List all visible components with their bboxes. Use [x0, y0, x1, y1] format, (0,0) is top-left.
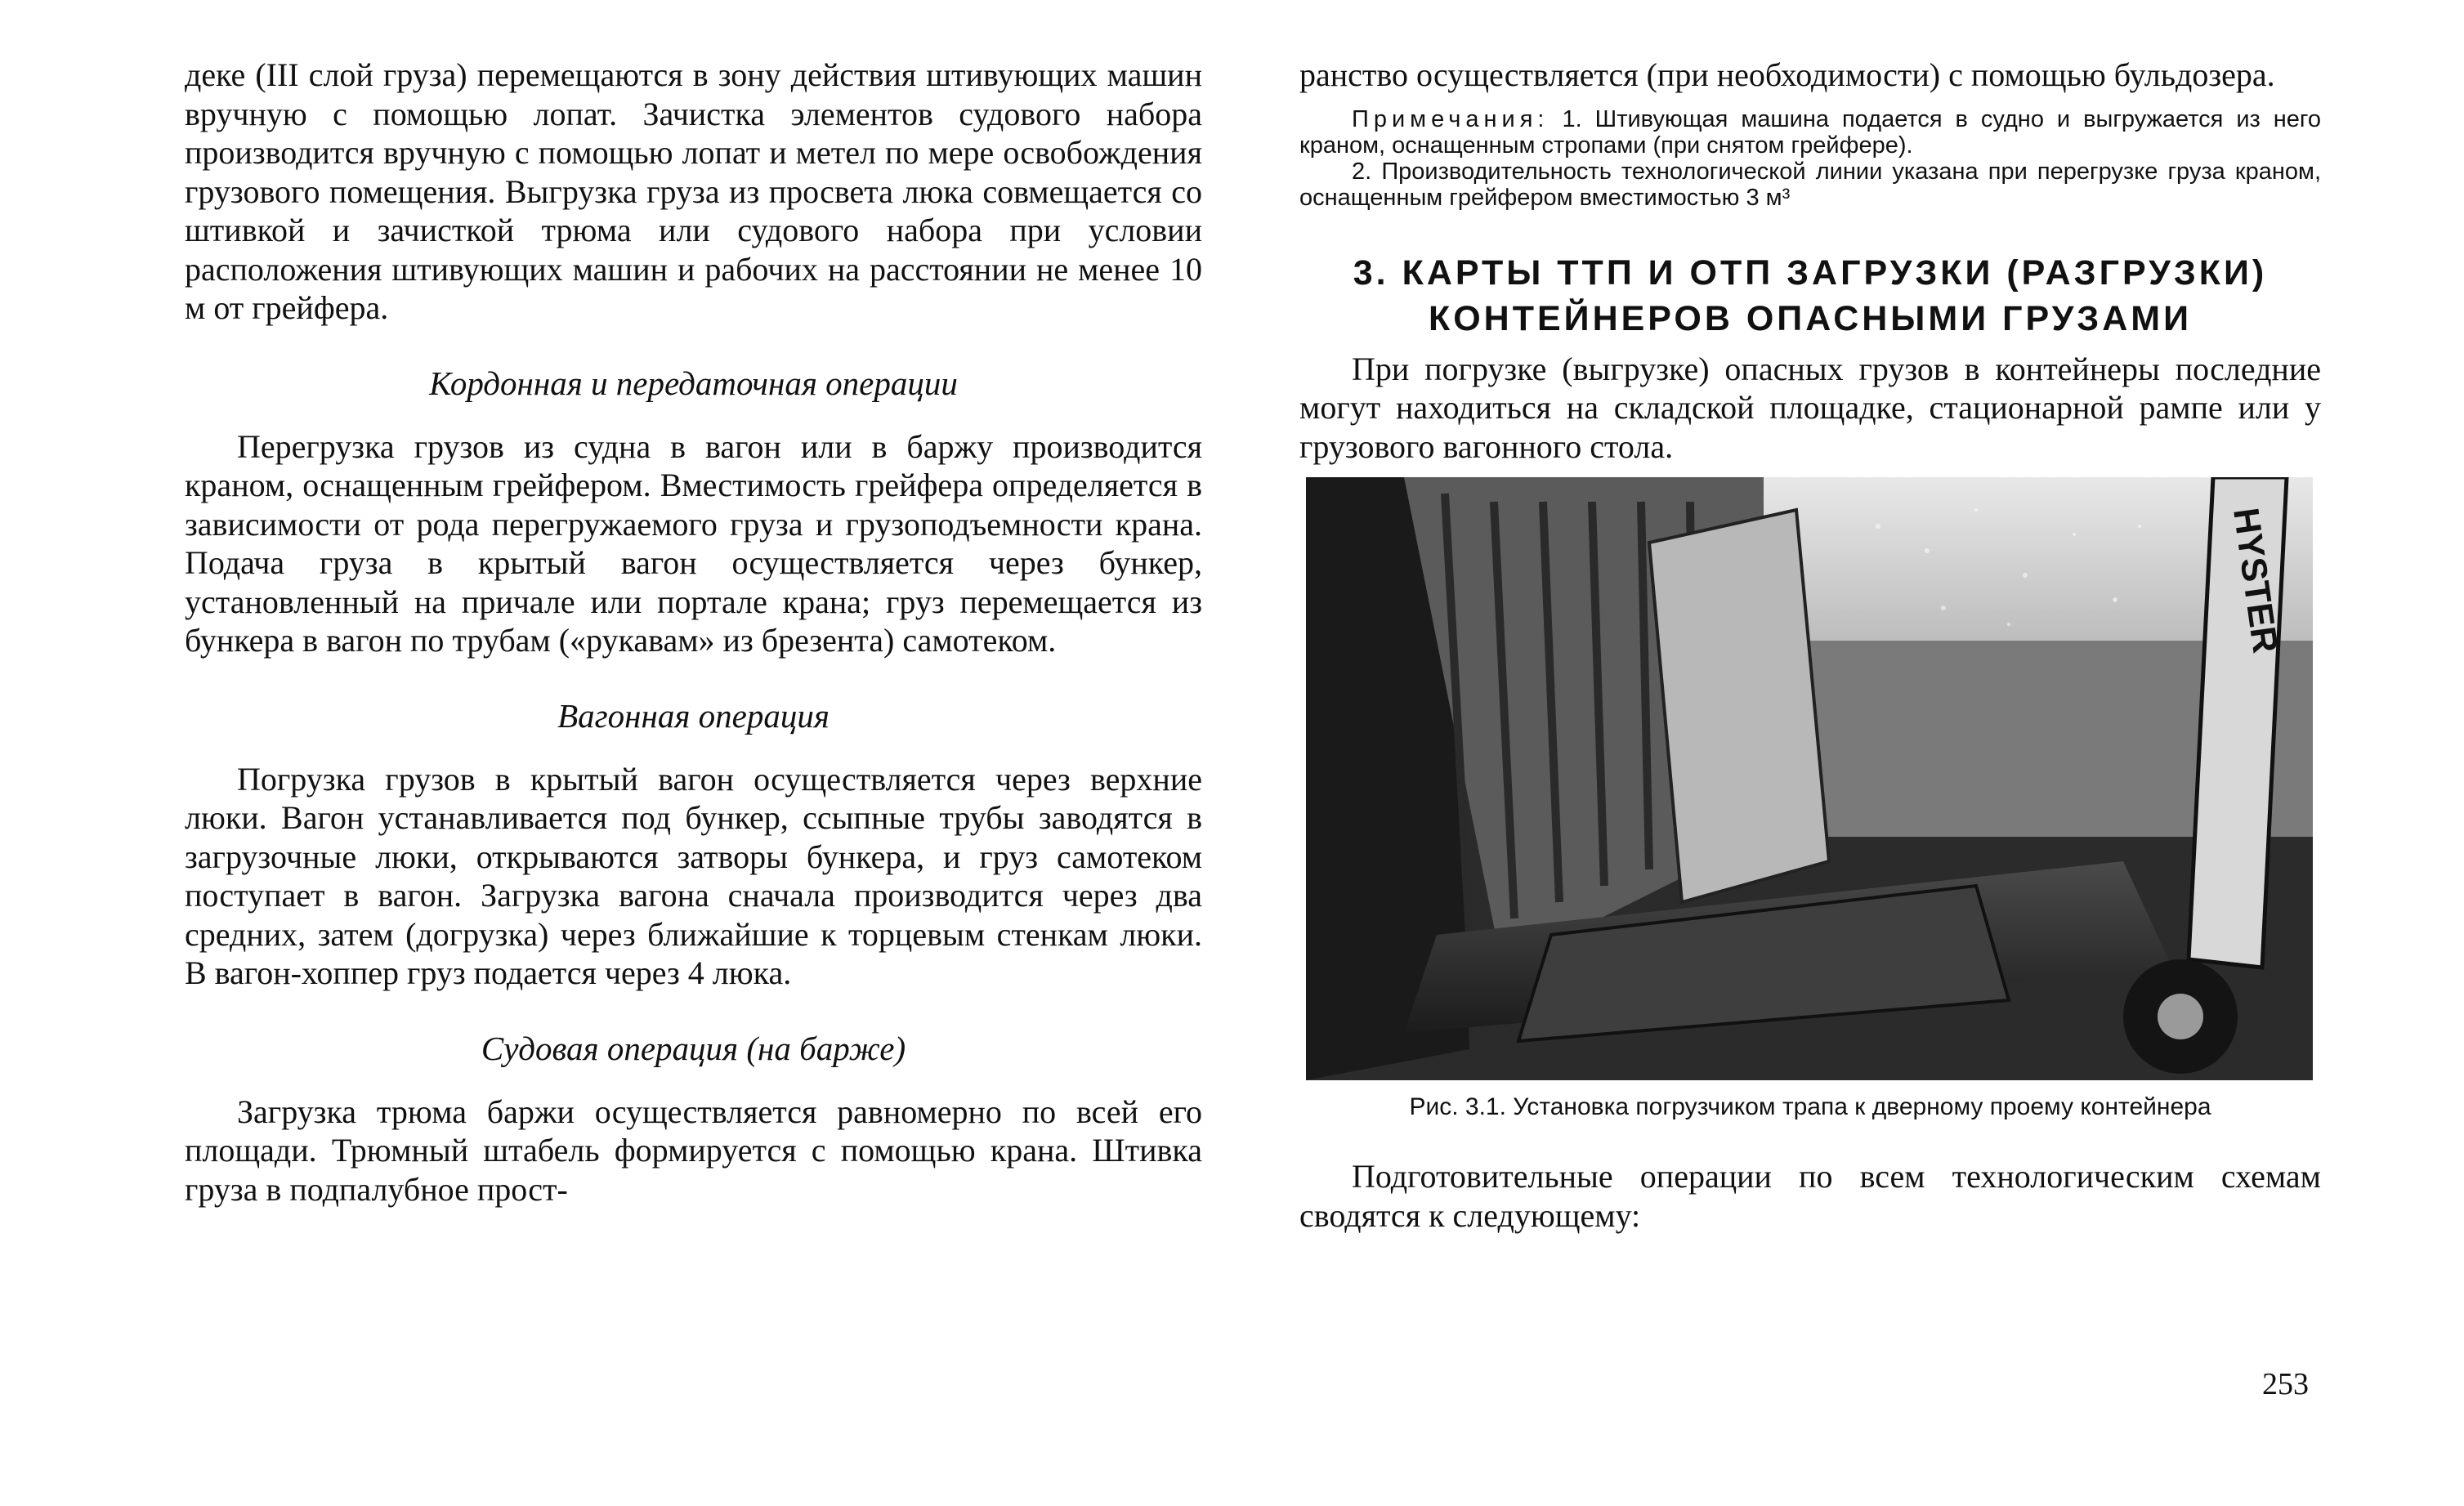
section-title-line: 3. КАРТЫ ТТП И ОТП ЗАГРУЗКИ (РАЗГРУЗКИ): [1353, 252, 2268, 293]
note-text: 1. Штивующая машина подается в судно и выгружается из него краном, оснащенным стропами (при снятом грейфере).: [1299, 105, 2321, 159]
section-title: [1299, 250, 2321, 342]
paragraph: Перегрузка грузов из судна в вагон или в баржу производится краном, оснащенным грейфером. Вместимость грейфера определяется в зависимости от рода перегружаемого груза и грузоподъемности крана. Подача груза в крытый вагон осуществляется через бункер, установленный на причале или портале крана; груз перемещается из бункера в вагон по трубам («рукавам» из брезента) самотеком.: [185, 427, 1202, 659]
right-column: [1299, 56, 2321, 1235]
page-number: 253: [2262, 1367, 2309, 1401]
note: [1299, 106, 2321, 159]
subheading: Судовая операция (на барже): [481, 1029, 906, 1067]
photo-illustration: [1306, 477, 2313, 1080]
subheading: Кордонная и передаточная операции: [429, 364, 958, 402]
section-title-line: КОНТЕЙНЕРОВ ОПАСНЫМИ ГРУЗАМИ: [1428, 298, 2193, 338]
paragraph: Подготовительные операции по всем технологическим схемам сводятся к следующему:: [1299, 1158, 2321, 1234]
paragraph: деке (III слой груза) перемещаются в зону действия штивующих машин вручную с помощью лопат. Зачистка элементов судового набора производится вручную с помощью лопат и метел по мере освобождения грузового помещения. Выгрузка груза из просвета люка совмещается со штивкой и зачисткой трюма или судового набора при условии расположения штивующих машин и рабочих на расстоянии не менее 10 м от грейфера.: [185, 56, 1202, 326]
paragraph: Загрузка трюма баржи осуществляется равномерно по всей его площади. Трюмный штабель формируется с помощью крана. Штивка груза в подпалубное прост-: [185, 1093, 1202, 1208]
container-photo: [1306, 477, 2313, 1080]
note-label: Примечания:: [1352, 105, 1550, 132]
figure-caption: Рис. 3.1. Установка погрузчиком трапа к дверному проему контейнера: [1409, 1093, 2211, 1120]
subheading: Вагонная операция: [557, 696, 830, 735]
paragraph: Погрузка грузов в крытый вагон осуществляется через верхние люки. Вагон устанавливается под бункер, ссыпные трубы заводятся в загрузочные люки, открываются затворы бункера, и груз самотеком поступает в вагон. Загрузка вагона сначала производится через два средних, затем (догрузка) через ближайшие к торцевым стенкам люки. В вагон-хоппер груз подается через 4 люка.: [185, 760, 1202, 991]
paragraph: ранство осуществляется (при необходимости) с помощью бульдозера.: [1299, 56, 2275, 93]
left-column: [185, 56, 1202, 1209]
forklift-brand: HYSTER: [2225, 505, 2286, 656]
note: 2. Производительность технологической линии указана при перегрузке груза краном, оснащенным грейфером вместимостью 3 м³: [1299, 158, 2321, 211]
paragraph: При погрузке (выгрузке) опасных грузов в контейнеры последние могут находиться на складской площадке, стационарной рампе или у грузового вагонного стола.: [1299, 350, 2321, 465]
